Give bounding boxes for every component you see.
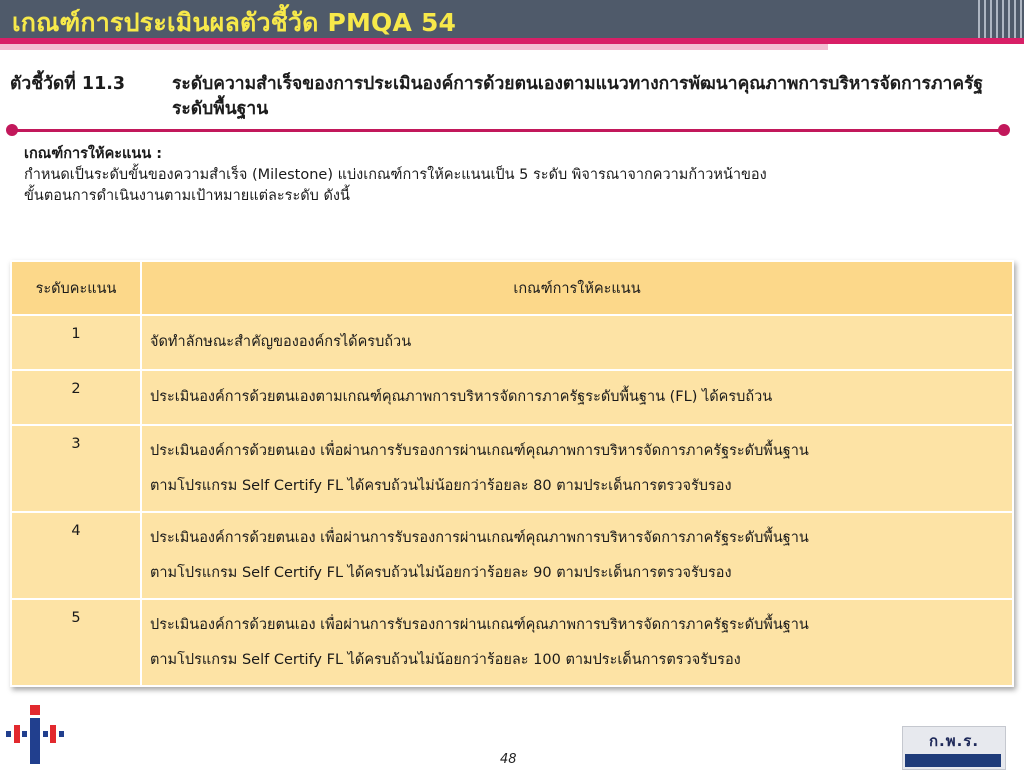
criteria-line: ประเมินองค์การด้วยตนเอง เพื่อผ่านการรับรองการผ่านเกณฑ์คุณภาพการบริหารจัดการภาครัฐระดับพื้นฐาน	[150, 529, 809, 546]
score-level: 1	[11, 315, 141, 370]
table-row	[11, 425, 1013, 512]
score-level: 3	[11, 425, 141, 512]
header-notch-decoration	[828, 44, 1024, 64]
score-level: 5	[11, 599, 141, 686]
table-row	[11, 315, 1013, 370]
criteria-line-1: กำหนดเป็นระดับขั้นของความสำเร็จ (Milestone) แบ่งเกณฑ์การให้คะแนนเป็น 5 ระดับ พิจารณาจากความก้าวหน้าของ	[24, 167, 767, 183]
score-criteria	[141, 599, 1013, 686]
opdc-logo-text: ก.พ.ร.	[928, 732, 980, 750]
score-criteria	[141, 425, 1013, 512]
criteria-line: ประเมินองค์การด้วยตนเอง เพื่อผ่านการรับรองการผ่านเกณฑ์คุณภาพการบริหารจัดการภาครัฐระดับพื้นฐาน	[150, 442, 809, 459]
page-number: 48	[500, 752, 517, 767]
scoring-table	[10, 260, 1014, 687]
criteria-heading: เกณฑ์การให้คะแนน :	[24, 146, 163, 162]
indicator-label: ตัวชี้วัดที่ 11.3	[10, 74, 126, 94]
header-bar	[0, 0, 1024, 38]
criteria-line: ตามโปรแกรม Self Certify FL ได้ครบถ้วนไม่น้อยกว่าร้อยละ 90 ตามประเด็นการตรวจรับรอง	[150, 564, 732, 581]
criteria-line: ตามโปรแกรม Self Certify FL ได้ครบถ้วนไม่น้อยกว่าร้อยละ 100 ตามประเด็นการตรวจรับรอง	[150, 651, 741, 668]
score-criteria	[141, 512, 1013, 599]
criteria-line-2: ขั้นตอนการดำเนินงานตามเป้าหมายแต่ละระดับ ดังนี้	[24, 188, 350, 204]
organization-logo-icon	[4, 703, 66, 767]
criteria-line: ประเมินองค์การด้วยตนเอง เพื่อผ่านการรับรองการผ่านเกณฑ์คุณภาพการบริหารจัดการภาครัฐระดับพื้นฐาน	[150, 616, 809, 633]
score-criteria	[141, 370, 1013, 425]
score-level: 4	[11, 512, 141, 599]
opdc-logo	[902, 726, 1006, 770]
section-divider	[12, 129, 1004, 132]
table-row	[11, 512, 1013, 599]
header-stripes-decoration	[974, 0, 1024, 38]
score-level: 2	[11, 370, 141, 425]
table-header-row	[11, 261, 1013, 315]
column-header-criteria: เกณฑ์การให้คะแนน	[141, 261, 1013, 315]
indicator-text: ระดับความสำเร็จของการประเมินองค์การด้วยตนเองตามแนวทางการพัฒนาคุณภาพการบริหารจัดการภาครัฐระดับพื้นฐาน	[172, 74, 984, 119]
column-header-level: ระดับคะแนน	[11, 261, 141, 315]
table-row	[11, 370, 1013, 425]
table-row	[11, 599, 1013, 686]
divider-dot-right	[998, 124, 1010, 136]
criteria-line: ตามโปรแกรม Self Certify FL ได้ครบถ้วนไม่น้อยกว่าร้อยละ 80 ตามประเด็นการตรวจรับรอง	[150, 477, 732, 494]
page-title: เกณฑ์การประเมินผลตัวชี้วัด PMQA 54	[12, 8, 457, 37]
opdc-logo-bar	[905, 754, 1001, 767]
criteria-line: จัดทำลักษณะสำคัญขององค์กรได้ครบถ้วน	[150, 334, 412, 350]
score-criteria	[141, 315, 1013, 370]
criteria-intro	[24, 144, 984, 207]
criteria-line: ประเมินองค์การด้วยตนเองตามเกณฑ์คุณภาพการบริหารจัดการภาครัฐระดับพื้นฐาน (FL) ได้ครบถ้วน	[150, 389, 773, 405]
